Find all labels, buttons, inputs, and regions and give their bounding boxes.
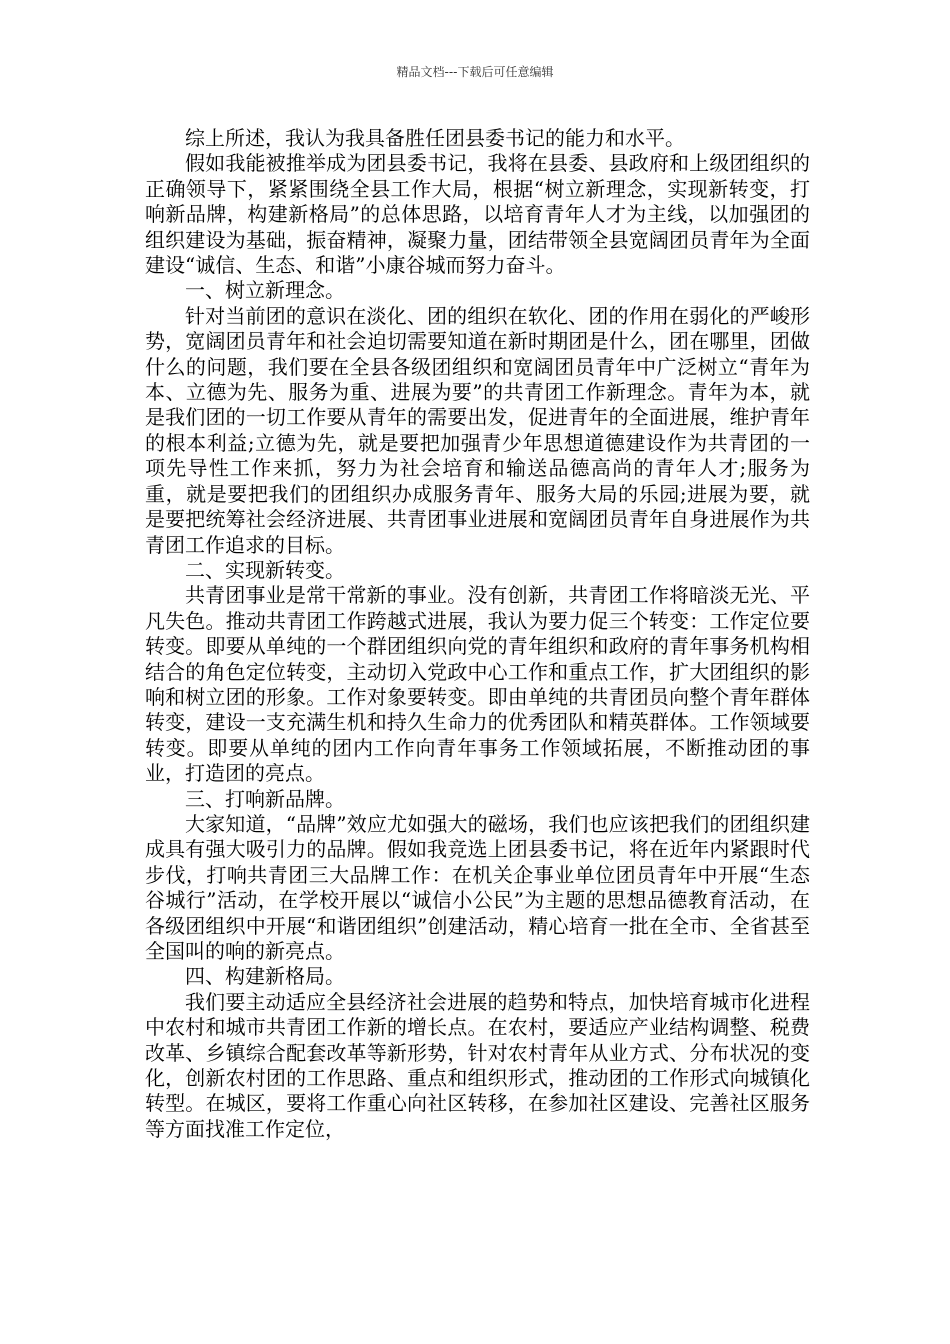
section-heading-2: 二、实现新转变。 bbox=[185, 557, 345, 582]
page-header: 精品文档---下载后可任意编辑 bbox=[396, 65, 554, 79]
section-heading-4: 四、构建新格局。 bbox=[185, 964, 345, 989]
paragraph-conclusion: 综上所述，我认为我具备胜任团县委书记的能力和水平。 bbox=[185, 126, 685, 150]
paragraph-section-4: 我们要主动适应全县经济社会进展的趋势和特点，加快培育城市化进程中农村和城市共青团工作新的增长点。在农村，要适应产业结构调整、税费改革、乡镇综合配套改革等新形势，针对农村青年从业方式、分布状况的变化，创新农村团的工作思路、重点和组织形式，推动团的工作形式向城镇化转型。在城区，要将工作重心向社区转移，在参加社区建设、完善社区服务等方面找准工作定位， bbox=[145, 989, 810, 1141]
section-heading-3: 三、打响新品牌。 bbox=[185, 786, 345, 811]
paragraph-overall-plan: 假如我能被推举成为团县委书记，我将在县委、县政府和上级团组织的正确领导下，紧紧围绕全县工作大局，根据“树立新理念，实现新转变，打响新品牌，构建新格局”的总体思路，以培育青年人才为主线，以加强团的组织建设为基础，振奋精神，凝聚力量，团结带领全县宽阔团员青年为全面建设“诚信、生态、和谐”小康谷城而努力奋斗。 bbox=[145, 151, 810, 278]
paragraph-section-2: 共青团事业是常干常新的事业。没有创新，共青团工作将暗淡无光、平凡失色。推动共青团工作跨越式进展，我认为要力促三个转变：工作定位要转变。即要从单纯的一个群团组织向党的青年组织和政府的青年事务机构相结合的角色定位转变，主动切入党政中心工作和重点工作，扩大团组织的影响和树立团的形象。工作对象要转变。即由单纯的共青团员向整个青年群体转变，建设一支充满生机和持久生命力的优秀团队和精英群体。工作领域要转变。即要从单纯的团内工作向青年事务工作领域拓展，不断推动团的事业，打造团的亮点。 bbox=[145, 583, 810, 786]
paragraph-section-3: 大家知道，“品牌”效应尤如强大的磁场，我们也应该把我们的团组织建成具有强大吸引力的品牌。假如我竞选上团县委书记，将在近年内紧跟时代步伐，打响共青团三大品牌工作：在机关企事业单位团员青年中开展“生态谷城行”活动，在学校开展以“诚信小公民”为主题的思想品德教育活动，在各级团组织中开展“和谐团组织”创建活动，精心培育一批在全市、全省甚至全国叫的响的新亮点。 bbox=[145, 811, 810, 963]
section-heading-1: 一、树立新理念。 bbox=[185, 278, 345, 303]
paragraph-section-1: 针对当前团的意识在淡化、团的组织在软化、团的作用在弱化的严峻形势，宽阔团员青年和社会迫切需要知道在新时期团是什么，团在哪里，团做什么的问题，我们要在全县各级团组织和宽阔团员青年中广泛树立“青年为本、立德为先、服务为重、进展为要”的共青团工作新理念。青年为本，就是我们团的一切工作要从青年的需要出发，促进青年的全面进展，维护青年的根本利益;立德为先，就是要把加强青少年思想道德建设作为共青团的一项先导性工作来抓，努力为社会培育和输送品德高尚的青年人才;服务为重，就是要把我们的团组织办成服务青年、服务大局的乐园;进展为要，就是要把统筹社会经济进展、共青团事业进展和宽阔团员青年自身进展作为共青团工作追求的目标。 bbox=[145, 303, 810, 557]
document-body bbox=[145, 126, 810, 1142]
